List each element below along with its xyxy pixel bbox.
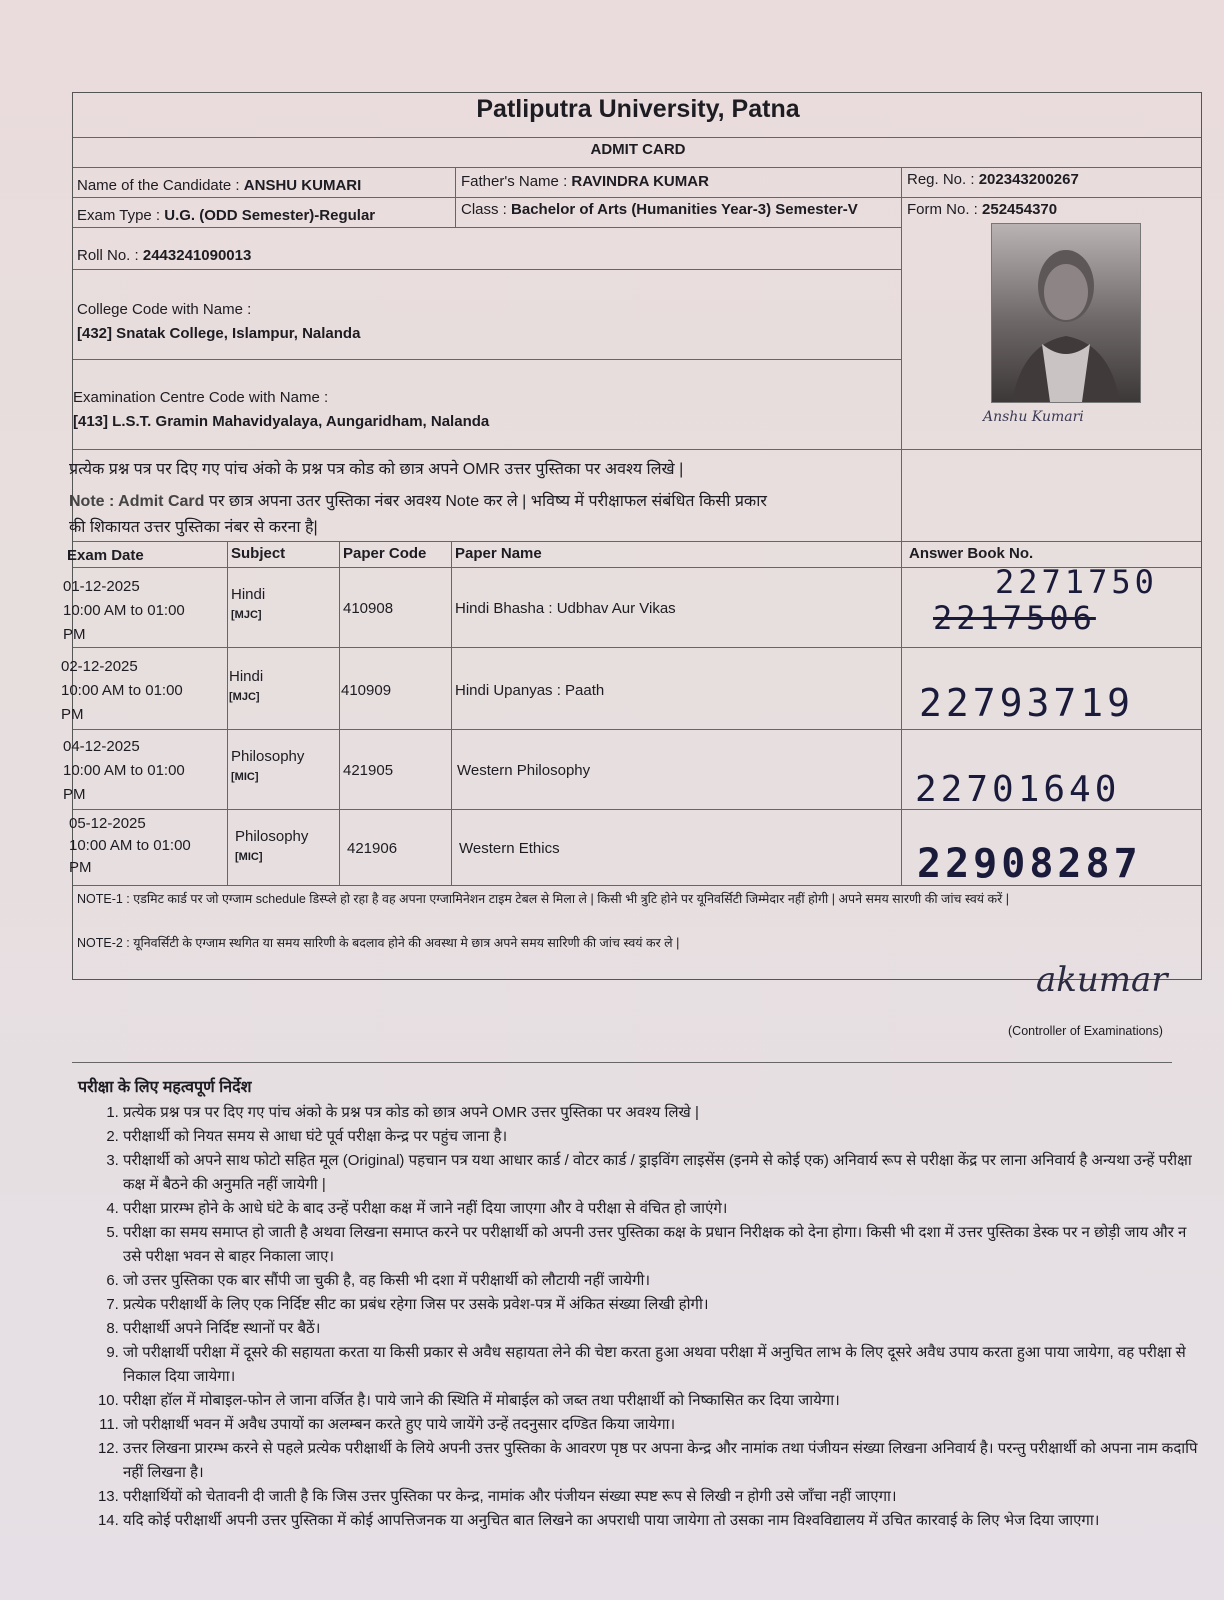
- controller-label: (Controller of Examinations): [1008, 1024, 1163, 1038]
- list-item: 6. जो उत्तर पुस्तिका एक बार सौंपी जा चुकी है, वह किसी भी दशा में परीक्षार्थी को लौटायी नहीं जायेगी।: [123, 1269, 1198, 1293]
- college-name: [432] Snatak College, Islampur, Nalanda: [77, 325, 361, 342]
- table-row: 01-12-2025 10:00 AM to 01:00 PM: [63, 578, 185, 643]
- list-item: 4. परीक्षा प्रारम्भ होने के आधे घंटे के बाद उन्हें परीक्षा कक्ष में जाने नहीं दिया जाएगा और वे परीक्षा से वंचित हो जाएंगे।: [123, 1197, 1198, 1221]
- instructions-heading: परीक्षा के लिए महत्वपूर्ण निर्देश: [78, 1079, 252, 1096]
- row3-answer: 22701640: [915, 769, 1121, 810]
- col-subject: Subject: [231, 545, 286, 562]
- instructions-list: [78, 1101, 1198, 1533]
- list-item: 14. यदि कोई परीक्षार्थी अपनी उत्तर पुस्तिका में कोई आपत्तिजनक या अनुचित बात लिखने का अपराधी पाया जायेगा तो उसका नाम विश्वविद्यालय में उचित कारवाई के लिए भेज दिया जाएगा।: [123, 1509, 1198, 1533]
- roll-no: Roll No. : 2443241090013: [77, 247, 252, 264]
- row1-paper: Hindi Bhasha : Udbhav Aur Vikas: [455, 600, 676, 617]
- candidate-photo: [991, 223, 1141, 403]
- centre-name: [413] L.S.T. Gramin Mahavidyalaya, Aungaridham, Nalanda: [73, 413, 490, 430]
- university-title: Patliputra University, Patna: [476, 95, 800, 123]
- table-row: 05-12-2025 10:00 AM to 01:00 PM: [69, 815, 191, 876]
- row3-subject: Philosophy [MIC]: [231, 748, 305, 783]
- list-item: 12. उत्तर लिखना प्रारम्भ करने से पहले प्रत्येक परीक्षार्थी के लिये अपनी उत्तर पुस्तिका के आवरण पृष्ठ पर अपना केन्द्र और नामांक तथा पंजीयन संख्या लिखना अनिवार्य है। परन्तु परीक्षार्थी को अपना नाम कदापि नहीं लिखना है।: [123, 1437, 1198, 1485]
- table-row: 02-12-2025 10:00 AM to 01:00 PM: [61, 658, 183, 723]
- omr-instruction: प्रत्येक प्रश्न पत्र पर दिए गए पांच अंको के प्रश्न पत्र कोड को छात्र अपने OMR उत्तर पुस्तिका पर अवश्य लिखे |: [69, 461, 684, 478]
- list-item: 7. प्रत्येक परीक्षार्थी के लिए एक निर्दिष्ट सीट का प्रबंध रहेगा जिस पर उसके प्रवेश-पत्र में अंकित संख्या लिखी होगी।: [123, 1293, 1198, 1317]
- row4-answer: 22908287: [917, 841, 1142, 887]
- list-item: 5. परीक्षा का समय समाप्त हो जाती है अथवा लिखना समाप्त करने पर परीक्षार्थी को अपनी उत्तर पुस्तिका कक्ष के प्रधान निरीक्षक को देना होगा। किसी भी दशा में उत्तर पुस्तिका डेस्क पर न छोड़ी जाय और न उसे परीक्षा भवन से बाहर निकाला जाए।: [123, 1221, 1198, 1269]
- form-no: Form No. : 252454370: [907, 201, 1058, 218]
- candidate-signature: Anshu Kumari: [983, 409, 1084, 425]
- admit-card: [61, 92, 1202, 980]
- row3-paper: Western Philosophy: [457, 762, 591, 779]
- col-answer-book: Answer Book No.: [909, 545, 1034, 562]
- row3-code: 421905: [343, 762, 394, 779]
- centre-label: Examination Centre Code with Name :: [73, 389, 329, 406]
- row2-paper: Hindi Upanyas : Paath: [455, 682, 605, 699]
- col-exam-date: Exam Date: [67, 547, 144, 564]
- list-item: 10. परीक्षा हॉल में मोबाइल-फोन ले जाना वर्जित है। पाये जाने की स्थिति में मोबाईल को जब्त तथा परीक्षार्थी को निष्कासित कर दिया जायेगा।: [123, 1389, 1198, 1413]
- row2-code: 410909: [341, 682, 392, 699]
- row1-answer-struck: 2217506: [933, 599, 1096, 637]
- note-1: NOTE-1 : एडमिट कार्ड पर जो एग्जाम schedule डिस्प्ले हो रहा है वह अपना एग्जामिनेशन टाइम टेबल से मिला ले | किसी भी त्रुटि होने पर यूनिवर्सिटी जिम्मेदार नहीं होगी | अपने समय सारणी की जांच स्वयं करें |: [77, 892, 1009, 906]
- row4-code: 421906: [347, 840, 398, 857]
- candidate-name: Name of the Candidate : ANSHU KUMARI: [77, 177, 362, 194]
- row2-answer: 22793719: [919, 681, 1135, 725]
- col-paper-name: Paper Name: [455, 545, 542, 562]
- reg-no: Reg. No. : 202343200267: [907, 171, 1079, 188]
- list-item: 3. परीक्षार्थी को अपने साथ फोटो सहित मूल (Original) पहचान पत्र यथा आधार कार्ड / वोटर कार्ड / ड्राइविंग लाइसेंस (इनमे से कोई एक) अनिवार्य रूप से परीक्षा केंद्र पर लाना अनिवार्य है अन्यथा उन्हें परीक्षा कक्ष में बैठने की अनुमति नहीं जायेगी |: [123, 1149, 1198, 1197]
- note-2: NOTE-2 : यूनिवर्सिटी के एग्जाम स्थगित या समय सारिणी के बदलाव होने की अवस्था मे छात्र अपने समय सारिणी की जांच स्वयं कर ले |: [77, 936, 680, 950]
- list-item: 2. परीक्षार्थी को नियत समय से आधा घंटे पूर्व परीक्षा केन्द्र पर पहुंच जाना है।: [123, 1125, 1198, 1149]
- exam-instructions: [78, 1075, 1198, 1533]
- father-name: Father's Name : RAVINDRA KUMAR: [461, 173, 709, 190]
- row4-paper: Western Ethics: [459, 840, 560, 857]
- admit-note: Note : Admit Card पर छात्र अपना उतर पुस्तिका नंबर अवश्य Note कर ले | भविष्य में परीक्षाफल संबंधित किसी प्रकार की शिकायत उत्तर पुस्तिका नंबर से करना है|: [69, 493, 767, 536]
- row4-subject: Philosophy [MIC]: [235, 828, 309, 863]
- exam-type: Exam Type : U.G. (ODD Semester)-Regular: [77, 207, 376, 224]
- list-item: 8. परीक्षार्थी अपने निर्दिष्ट स्थानों पर बैठें।: [123, 1317, 1198, 1341]
- row2-subject: Hindi [MJC]: [229, 668, 264, 703]
- controller-signature: akumar: [1036, 960, 1168, 1000]
- list-item: 1. प्रत्येक प्रश्न पत्र पर दिए गए पांच अंको के प्रश्न पत्र कोड को छात्र अपने OMR उत्तर पुस्तिका पर अवश्य लिखे |: [123, 1101, 1198, 1125]
- list-item: 13. परीक्षार्थियों को चेतावनी दी जाती है कि जिस उत्तर पुस्तिका पर केन्द्र, नामांक और पंजीयन संख्या स्पष्ट रूप से लिखी न होगी उसे जाँचा नहीं जाएगा।: [123, 1485, 1198, 1509]
- col-paper-code: Paper Code: [343, 545, 427, 562]
- row1-subject: Hindi [MJC]: [231, 586, 266, 621]
- list-item: 9. जो परीक्षार्थी परीक्षा में दूसरे की सहायता करता या किसी प्रकार से अवैध सहायता लेने की चेष्टा करता हुआ अथवा परीक्षा में अनुचित लाभ के लिए दूसरे अवैध उपाय करता हुआ पाया जायेगा, वह परीक्षा से निकाल दिया जायेगा।: [123, 1341, 1198, 1389]
- row1-code: 410908: [343, 600, 394, 617]
- class: Class : Bachelor of Arts (Humanities Year-3) Semester-V: [461, 201, 858, 218]
- college-label: College Code with Name :: [77, 301, 252, 318]
- list-item: 11. जो परीक्षार्थी भवन में अवैध उपायों का अलम्बन करते हुए पाये जायेंगे उन्हें तदनुसार दण्डित किया जायेगा।: [123, 1413, 1198, 1437]
- table-row: 04-12-2025 10:00 AM to 01:00 PM: [63, 738, 185, 803]
- admit-card-title: ADMIT CARD: [590, 141, 686, 158]
- row1-answer: 2271750: [995, 563, 1158, 601]
